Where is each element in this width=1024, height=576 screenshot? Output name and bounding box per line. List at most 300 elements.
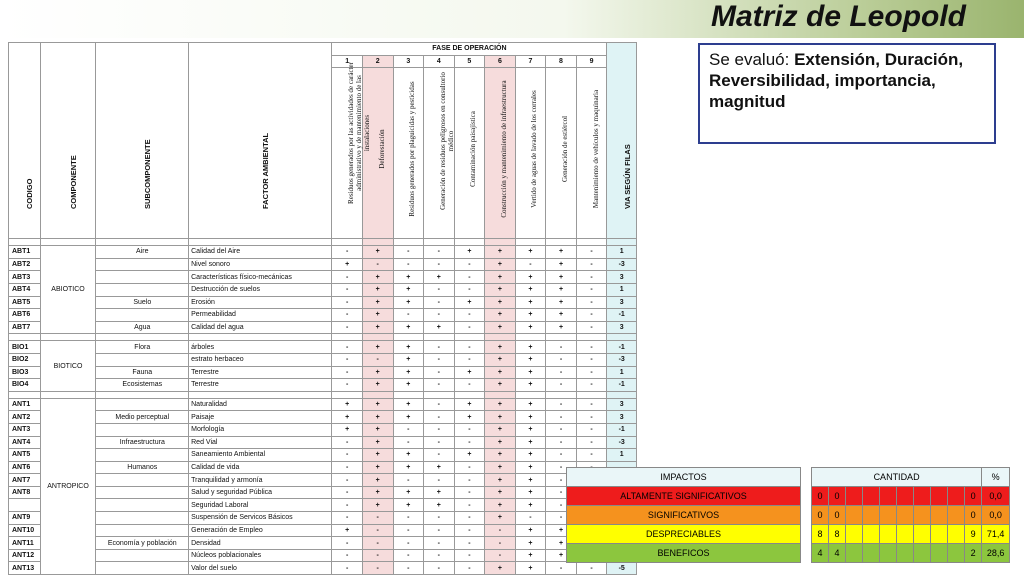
subcomponente-cell: Medio perceptual — [96, 411, 189, 424]
impact-cell: + — [454, 296, 485, 309]
impact-cell: - — [332, 271, 363, 284]
activity-number: 3 — [393, 55, 424, 68]
separator-cell — [607, 334, 637, 341]
separator-cell — [189, 334, 332, 341]
impact-cell: + — [485, 353, 516, 366]
impact-cell: - — [454, 271, 485, 284]
matrix-row — [9, 499, 637, 512]
matrix-row — [9, 486, 637, 499]
activity-text: Generación de estiércol — [561, 116, 569, 183]
impact-cell: + — [362, 474, 393, 487]
impact-cell: - — [424, 562, 455, 575]
count-cell — [846, 506, 863, 525]
impact-cell: - — [576, 366, 607, 379]
separator-cell — [485, 391, 516, 398]
matrix-row — [9, 524, 637, 537]
impact-cell: - — [424, 411, 455, 424]
note-prefix: Se evaluó: — [709, 50, 795, 69]
impact-cell: + — [454, 411, 485, 424]
impact-cell: + — [515, 246, 546, 259]
impact-cell: + — [332, 423, 363, 436]
activity-text: Vertido de aguas de lavado de los corrales — [530, 90, 539, 208]
separator-cell — [9, 334, 41, 341]
impacts-legend — [566, 467, 801, 563]
count-cell — [948, 525, 965, 544]
factor-cell: Núcleos poblacionales — [189, 549, 332, 562]
separator-cell — [362, 334, 393, 341]
impact-cell: - — [576, 341, 607, 354]
impact-cell: + — [362, 449, 393, 462]
subcomponente-cell — [96, 474, 189, 487]
separator-cell — [40, 391, 96, 398]
pct-header: % — [982, 468, 1010, 487]
matrix-row — [9, 366, 637, 379]
via-cell: -3 — [607, 436, 637, 449]
separator-cell — [332, 239, 363, 246]
via-cell: -1 — [607, 341, 637, 354]
subcomponente-cell — [96, 512, 189, 525]
matrix-row — [9, 398, 637, 411]
row-code: ANT5 — [9, 449, 41, 462]
subcomponente-cell: Economía y población — [96, 537, 189, 550]
impact-cell: - — [393, 474, 424, 487]
impact-cell: + — [515, 562, 546, 575]
impact-cell: + — [393, 449, 424, 462]
impact-cell: + — [546, 271, 577, 284]
activity-label — [424, 68, 455, 239]
impact-cell: - — [576, 411, 607, 424]
impact-cell: - — [454, 379, 485, 392]
via-cell: -3 — [607, 258, 637, 271]
impact-cell: - — [515, 258, 546, 271]
row-code: ANT8 — [9, 486, 41, 499]
separator-cell — [393, 391, 424, 398]
impact-cell: + — [362, 411, 393, 424]
impact-cell: - — [546, 562, 577, 575]
impact-cell: + — [424, 486, 455, 499]
impact-cell: + — [362, 341, 393, 354]
matrix-row — [9, 411, 637, 424]
impact-cell: - — [424, 474, 455, 487]
matrix-row — [9, 449, 637, 462]
impact-cell: + — [362, 379, 393, 392]
impact-cell: - — [454, 562, 485, 575]
impact-cell: - — [393, 562, 424, 575]
impact-cell: + — [515, 524, 546, 537]
impact-cell: + — [362, 398, 393, 411]
activity-number: 1 — [332, 55, 363, 68]
impact-cell: - — [424, 296, 455, 309]
impact-cell: - — [546, 436, 577, 449]
impact-cell: - — [485, 524, 516, 537]
impact-cell: - — [546, 486, 577, 499]
count-cell — [863, 487, 880, 506]
impact-cell: - — [454, 309, 485, 322]
impact-cell: + — [546, 537, 577, 550]
impact-cell: + — [393, 411, 424, 424]
subcomponente-cell: Humanos — [96, 461, 189, 474]
impact-cell: + — [393, 296, 424, 309]
impact-cell: + — [332, 398, 363, 411]
matrix-row — [9, 341, 637, 354]
impact-cell: - — [546, 423, 577, 436]
count-total: 2 — [965, 544, 982, 563]
impact-cell: - — [332, 486, 363, 499]
impact-cell: - — [485, 537, 516, 550]
impact-cell: + — [424, 461, 455, 474]
impact-cell: - — [332, 512, 363, 525]
factor-cell: Salud y seguridad Pública — [189, 486, 332, 499]
impact-category: SIGNIFICATIVOS — [567, 506, 801, 525]
impact-cell: - — [332, 309, 363, 322]
subcomponente-cell: Infraestructura — [96, 436, 189, 449]
impact-cell: - — [393, 512, 424, 525]
impact-cell: + — [546, 524, 577, 537]
factor-cell: Erosión — [189, 296, 332, 309]
impact-cell: + — [546, 309, 577, 322]
impact-cell: + — [393, 321, 424, 334]
count-total: 0 — [965, 506, 982, 525]
impact-cell: - — [576, 353, 607, 366]
activity-number: 4 — [424, 55, 455, 68]
cantidad-header: CANTIDAD — [812, 468, 982, 487]
impact-cell: - — [454, 283, 485, 296]
row-code: ABT7 — [9, 321, 41, 334]
impact-cell: + — [332, 524, 363, 537]
separator-cell — [576, 391, 607, 398]
matrix-row — [9, 423, 637, 436]
impact-cell: + — [454, 246, 485, 259]
impact-cell: - — [393, 258, 424, 271]
impact-cell: + — [454, 449, 485, 462]
impact-cell: - — [546, 512, 577, 525]
factor-cell: Generación de Empleo — [189, 524, 332, 537]
impact-cell: + — [515, 341, 546, 354]
impact-cell: - — [362, 258, 393, 271]
impact-cell: - — [424, 341, 455, 354]
separator-cell — [485, 334, 516, 341]
subcomponente-cell: Ecosistemas — [96, 379, 189, 392]
separator-cell — [607, 239, 637, 246]
count-a: 8 — [812, 525, 829, 544]
impact-cell: - — [332, 283, 363, 296]
count-cell — [914, 544, 931, 563]
activity-text: Generación de residuos peligrosos en consultorio médico — [438, 72, 455, 211]
factor-cell: Saneamiento Ambiental — [189, 449, 332, 462]
impact-cell: - — [393, 524, 424, 537]
count-cell — [863, 506, 880, 525]
row-code: ANT6 — [9, 461, 41, 474]
count-cell — [880, 487, 897, 506]
count-cell — [948, 544, 965, 563]
impact-cell: - — [362, 512, 393, 525]
activity-label — [332, 62, 372, 239]
separator-cell — [96, 334, 189, 341]
impact-category: BENEFICOS — [567, 544, 801, 563]
impact-cell: + — [515, 411, 546, 424]
impact-cell: - — [576, 283, 607, 296]
via-cell: 3 — [607, 411, 637, 424]
impact-cell: + — [393, 461, 424, 474]
separator-cell — [576, 334, 607, 341]
row-code: BIO4 — [9, 379, 41, 392]
factor-cell: Calidad de vida — [189, 461, 332, 474]
separator-cell — [96, 239, 189, 246]
impact-cell: + — [515, 449, 546, 462]
impact-cell: - — [424, 549, 455, 562]
activity-label — [546, 68, 577, 239]
subcomponente-cell — [96, 486, 189, 499]
impact-cell: - — [332, 321, 363, 334]
impact-cell: - — [576, 562, 607, 575]
factor-header: FACTOR AMBIENTAL — [189, 43, 332, 239]
activity-text: Deforestación — [377, 129, 386, 169]
subcomponente-cell — [96, 449, 189, 462]
impact-cell: - — [362, 562, 393, 575]
impact-cell: - — [485, 549, 516, 562]
matrix-row — [9, 258, 637, 271]
impact-cell: - — [424, 398, 455, 411]
matrix-row — [9, 296, 637, 309]
row-code: ANT4 — [9, 436, 41, 449]
factor-cell: Permeabilidad — [189, 309, 332, 322]
impact-cell: + — [515, 423, 546, 436]
impact-cell: + — [515, 353, 546, 366]
impact-cell: - — [332, 499, 363, 512]
impact-cell: - — [424, 353, 455, 366]
impact-cell: + — [485, 411, 516, 424]
impact-cell: + — [515, 366, 546, 379]
activity-number: 2 — [362, 55, 393, 68]
impact-cell: - — [454, 436, 485, 449]
impact-cell: + — [485, 512, 516, 525]
separator-cell — [576, 239, 607, 246]
separator-cell — [189, 391, 332, 398]
activity-text: Mantenimiento de vehículos y maquinaria — [591, 90, 600, 209]
impact-category: DESPRECIABLES — [567, 525, 801, 544]
row-code: ANT12 — [9, 549, 41, 562]
impact-cell: - — [454, 341, 485, 354]
separator-cell — [515, 391, 546, 398]
impact-cell: + — [546, 283, 577, 296]
impact-cell: - — [576, 398, 607, 411]
separator-cell — [332, 391, 363, 398]
factor-cell: Destrucción de suelos — [189, 283, 332, 296]
impact-cell: + — [424, 271, 455, 284]
phase-header: FASE DE OPERACIÓN — [332, 43, 607, 56]
impact-cell: - — [546, 341, 577, 354]
activity-number: 5 — [454, 55, 485, 68]
factor-cell: árboles — [189, 341, 332, 354]
activity-label — [576, 68, 607, 239]
subcomponente-cell: Aire — [96, 246, 189, 259]
matrix-row — [9, 436, 637, 449]
separator-cell — [393, 239, 424, 246]
impact-cell: - — [454, 486, 485, 499]
codigo-header: CODIGO — [9, 43, 41, 239]
via-cell: 1 — [607, 246, 637, 259]
impact-cell: + — [515, 499, 546, 512]
row-code: ANT9 — [9, 512, 41, 525]
impact-cell: + — [485, 486, 516, 499]
separator-cell — [9, 239, 41, 246]
impact-cell: - — [362, 524, 393, 537]
impact-cell: + — [362, 246, 393, 259]
count-b: 0 — [829, 487, 846, 506]
row-code: BIO3 — [9, 366, 41, 379]
impact-cell: - — [332, 449, 363, 462]
separator-cell — [189, 239, 332, 246]
impact-cell: + — [515, 398, 546, 411]
impact-cell: + — [485, 309, 516, 322]
separator-cell — [546, 239, 577, 246]
impact-cell: - — [332, 549, 363, 562]
separator-cell — [454, 391, 485, 398]
impact-cell: - — [546, 379, 577, 392]
separator-cell — [607, 391, 637, 398]
factor-cell: Nivel sonoro — [189, 258, 332, 271]
separator-cell — [96, 391, 189, 398]
impact-cell: - — [454, 549, 485, 562]
count-cell — [846, 487, 863, 506]
impact-cell: - — [454, 524, 485, 537]
componente-cell: BIOTICO — [40, 341, 96, 391]
impact-cell: + — [454, 366, 485, 379]
impact-cell: - — [576, 309, 607, 322]
via-cell: 1 — [607, 366, 637, 379]
impact-cell: + — [454, 398, 485, 411]
impacts-header: IMPACTOS — [567, 468, 801, 487]
activity-label — [393, 68, 424, 239]
subcomponente-cell: Flora — [96, 341, 189, 354]
impact-cell: + — [546, 296, 577, 309]
impact-cell: + — [515, 461, 546, 474]
count-cell — [948, 487, 965, 506]
separator-cell — [362, 239, 393, 246]
impact-cell: + — [424, 321, 455, 334]
row-code: ANT3 — [9, 423, 41, 436]
impact-cell: - — [424, 537, 455, 550]
via-cell: -1 — [607, 309, 637, 322]
count-percent: 28,6 — [982, 544, 1010, 563]
impact-cell: + — [393, 486, 424, 499]
count-cell — [880, 506, 897, 525]
impact-cell: + — [393, 271, 424, 284]
count-cell — [914, 506, 931, 525]
matrix-row — [9, 353, 637, 366]
impact-cell: + — [485, 258, 516, 271]
activity-text: Residuos generados por plaguicidas y pesticidas — [408, 81, 417, 217]
impact-cell: + — [515, 549, 546, 562]
separator-cell — [546, 391, 577, 398]
impact-cell: - — [424, 436, 455, 449]
via-header: VIA SEGÚN FILAS — [607, 43, 637, 239]
impact-cell: - — [546, 461, 577, 474]
separator-cell — [40, 334, 96, 341]
matrix-row — [9, 309, 637, 322]
impact-cell: + — [515, 271, 546, 284]
row-code: ANT13 — [9, 562, 41, 575]
impact-cell: + — [515, 379, 546, 392]
impact-cell: - — [332, 246, 363, 259]
via-cell: -1 — [607, 379, 637, 392]
subcomponente-cell — [96, 353, 189, 366]
matrix-row — [9, 461, 637, 474]
count-cell — [931, 506, 948, 525]
impact-cell: + — [485, 296, 516, 309]
factor-cell: Densidad — [189, 537, 332, 550]
factor-cell: Seguridad Laboral — [189, 499, 332, 512]
slide-title: Matriz de Leopold — [711, 0, 966, 33]
matrix-row — [9, 246, 637, 259]
factor-cell: Morfología — [189, 423, 332, 436]
factor-cell: Terrestre — [189, 379, 332, 392]
impact-cell: + — [485, 562, 516, 575]
activity-number: 7 — [515, 55, 546, 68]
impact-cell: - — [454, 321, 485, 334]
count-cell — [863, 544, 880, 563]
impact-cell: + — [485, 379, 516, 392]
impact-cell: + — [362, 436, 393, 449]
impact-cell: + — [485, 449, 516, 462]
factor-cell: Características físico-mecánicas — [189, 271, 332, 284]
count-cell — [897, 544, 914, 563]
impact-cell: - — [332, 461, 363, 474]
impact-cell: - — [362, 537, 393, 550]
leopold-matrix — [8, 42, 637, 576]
impact-cell: - — [454, 474, 485, 487]
impact-cell: + — [393, 366, 424, 379]
factor-cell: Calidad del agua — [189, 321, 332, 334]
impact-cell: + — [393, 379, 424, 392]
impact-cell: - — [393, 423, 424, 436]
impact-cell: - — [546, 353, 577, 366]
impact-cell: + — [485, 246, 516, 259]
count-percent: 0,0 — [982, 506, 1010, 525]
impact-cell: + — [485, 499, 516, 512]
matrix-row — [9, 512, 637, 525]
separator-cell — [454, 239, 485, 246]
count-cell — [863, 525, 880, 544]
via-cell: 3 — [607, 321, 637, 334]
activity-label — [362, 68, 393, 239]
impact-cell: + — [362, 321, 393, 334]
row-code: ANT7 — [9, 474, 41, 487]
count-percent: 71,4 — [982, 525, 1010, 544]
count-b: 0 — [829, 506, 846, 525]
factor-cell: Calidad del Aire — [189, 246, 332, 259]
impact-cell: - — [332, 366, 363, 379]
separator-cell — [40, 239, 96, 246]
count-cell — [897, 525, 914, 544]
impact-cell: - — [424, 449, 455, 462]
impact-cell: + — [362, 423, 393, 436]
impact-cell: - — [424, 366, 455, 379]
impact-cell: + — [515, 486, 546, 499]
impact-cell: - — [576, 379, 607, 392]
impact-cell: + — [546, 549, 577, 562]
impact-cell: + — [546, 321, 577, 334]
impact-cell: + — [485, 474, 516, 487]
row-code: ANT2 — [9, 411, 41, 424]
count-a: 0 — [812, 487, 829, 506]
activity-number: 6 — [485, 55, 516, 68]
via-cell: 3 — [607, 398, 637, 411]
impact-cell: + — [362, 296, 393, 309]
impact-cell: - — [332, 474, 363, 487]
impact-cell: - — [515, 512, 546, 525]
impact-cell: + — [362, 499, 393, 512]
